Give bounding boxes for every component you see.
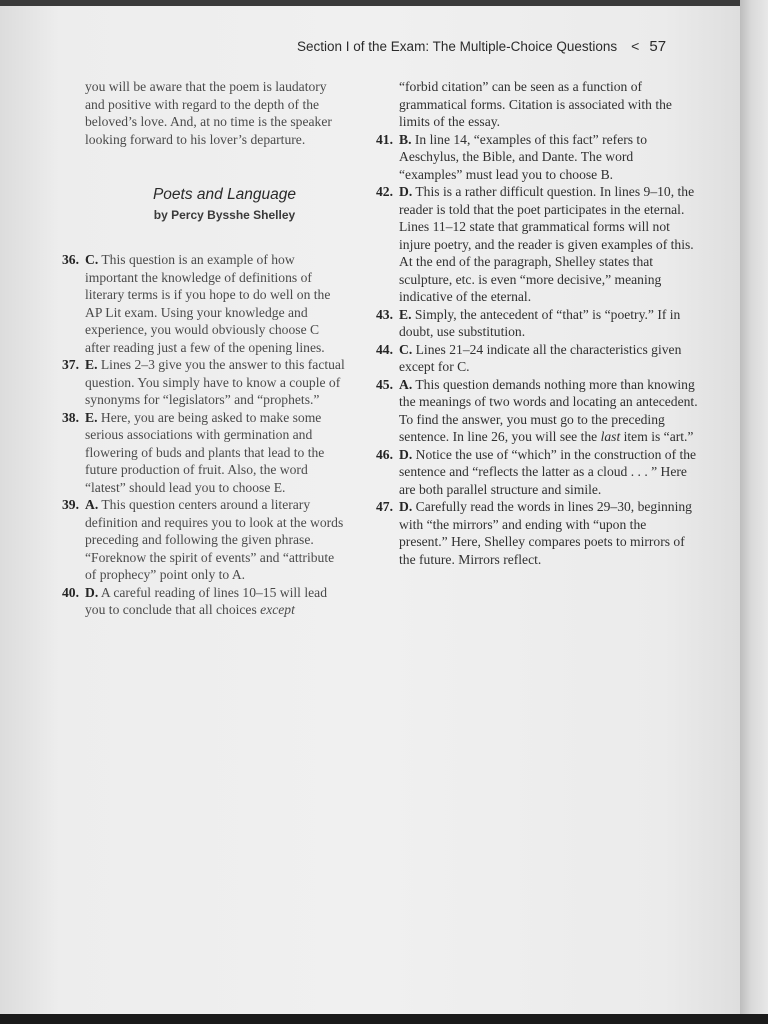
book-page xyxy=(0,6,740,1016)
answer-text: Simply, the antecedent of “that” is “poetry.” If in doubt, use substitution. xyxy=(399,306,681,339)
answer-item xyxy=(376,446,698,499)
answer-letter: D. xyxy=(399,184,413,199)
left-column xyxy=(62,78,347,619)
answer-text: Lines 2–3 give you the answer to this factual question. You simply have to know a couple of synonyms for “legislators” and “prophets.” xyxy=(85,357,345,407)
section-author: by Percy Bysshe Shelley xyxy=(153,207,296,222)
running-head xyxy=(297,38,666,55)
scan-right-edge xyxy=(740,0,768,1024)
answer-number: 40. xyxy=(62,584,79,600)
page-number: 57 xyxy=(649,38,667,55)
answer-body xyxy=(399,183,698,306)
answer-item xyxy=(62,409,347,497)
answer-body xyxy=(399,131,698,184)
answer-text-after: item is “art.” xyxy=(620,429,694,444)
answer-number: 41. xyxy=(376,131,393,147)
answer-text: Carefully read the words in lines 29–30, beginning with “the mirrors” and ending with “upon the present.” Here, Shelley compares poets to mirrors of the future. Mirrors reflect. xyxy=(399,499,692,567)
answer-number: 42. xyxy=(376,184,393,199)
answer-body xyxy=(399,446,698,499)
answer-text: Lines 21–24 indicate all the characteristics given except for C. xyxy=(399,341,682,374)
answer-letter: E. xyxy=(399,306,412,322)
section-heading xyxy=(62,186,347,224)
right-column xyxy=(376,78,698,568)
answer-letter: C. xyxy=(85,252,99,267)
answer-number: 47. xyxy=(376,499,393,514)
answer-item xyxy=(62,584,347,619)
answer-body xyxy=(399,498,698,568)
answer-body xyxy=(399,306,698,341)
answer-item xyxy=(376,341,698,376)
answer-body xyxy=(85,251,347,356)
answer-item xyxy=(62,496,347,584)
answer-text: This question is an example of how important the knowledge of definitions of literary terms is if you hope to do well on the AP Lit exam. Using your knowledge and experience, you would obviously choose C after reading just a few of the opening lines. xyxy=(85,252,331,355)
answer-text: Here, you are being asked to make some serious associations with germination and flowering of buds and plants that lead to the future production of fruit. Also, the word “latest” should lead you to choose E. xyxy=(85,409,325,495)
answer-letter: A. xyxy=(399,376,413,392)
answer-body xyxy=(85,496,347,584)
answer-letter: E. xyxy=(85,357,98,372)
answer-number: 36. xyxy=(62,252,79,267)
answer-letter: D. xyxy=(85,584,99,600)
answer-number: 37. xyxy=(62,357,79,372)
answer-text: A careful reading of lines 10–15 will lead you to conclude that all choices xyxy=(85,584,327,617)
answer-item xyxy=(62,356,347,409)
section-title: Poets and Language xyxy=(152,186,297,203)
answer-number: 45. xyxy=(376,376,393,392)
answer-number: 44. xyxy=(376,341,393,357)
answer-item xyxy=(376,498,698,568)
answer-emphasis: last xyxy=(600,429,621,444)
intro-paragraph: you will be aware that the poem is laudatory and positive with regard to the depth of the beloved’s love. And, at no time is the speaker looking forward to his lover’s departure. xyxy=(85,79,332,147)
answer-item xyxy=(376,183,698,306)
answer-item xyxy=(376,306,698,341)
continuation-paragraph: “forbid citation” can be seen as a function of grammatical forms. Citation is associated with the limits of the essay. xyxy=(399,79,672,129)
answer-text: This is a rather difficult question. In lines 9–10, the reader is told that the poet participates in the eternal. Lines 11–12 state that grammatical forms will not injure poetry, and the reader is given examples of this. At the end of the paragraph, Shelley states that sculpture, etc. is even “more decisive,” meaning indicative of the eternal. xyxy=(399,184,695,304)
answer-text: In line 14, “examples of this fact” refers to Aeschylus, the Bible, and Dante. The word “examples” must lead you to choose B. xyxy=(399,131,648,182)
answer-letter: B. xyxy=(399,131,412,147)
answer-text: Notice the use of “which” in the construction of the sentence and “reflects the latter as a cloud . . . ” Here are both parallel structure and simile. xyxy=(399,446,697,497)
answer-letter: D. xyxy=(399,499,413,514)
answer-letter: E. xyxy=(85,409,98,425)
answer-letter: C. xyxy=(399,341,413,357)
answer-body xyxy=(85,409,347,497)
answer-body xyxy=(399,341,698,376)
answer-item xyxy=(62,251,347,356)
answer-body xyxy=(85,356,347,409)
answer-letter: A. xyxy=(85,497,99,512)
answer-item xyxy=(376,376,698,446)
scan-bottom-edge xyxy=(0,1014,768,1024)
answer-text: This question centers around a literary definition and requires you to look at the words preceding and following the given phrase. “Foreknow the spirit of events” and “attribute of prophecy” point only to A. xyxy=(85,497,344,582)
chevron-left-icon: < xyxy=(631,38,640,54)
answer-text: This question demands nothing more than knowing the meanings of two words and locating an antecedent. To find the answer, you must go to the preceding sentence. In line 26, you will see the xyxy=(399,376,698,444)
running-title: Section I of the Exam: The Multiple-Choice Questions xyxy=(297,39,618,54)
answer-emphasis: except xyxy=(260,602,295,617)
answer-body xyxy=(85,584,347,619)
answer-item xyxy=(376,131,698,184)
answer-letter: D. xyxy=(399,446,413,462)
answer-number: 38. xyxy=(62,409,79,425)
answer-body xyxy=(399,376,698,446)
answer-number: 39. xyxy=(62,497,79,512)
answer-number: 43. xyxy=(376,306,393,322)
answer-number: 46. xyxy=(376,446,393,462)
